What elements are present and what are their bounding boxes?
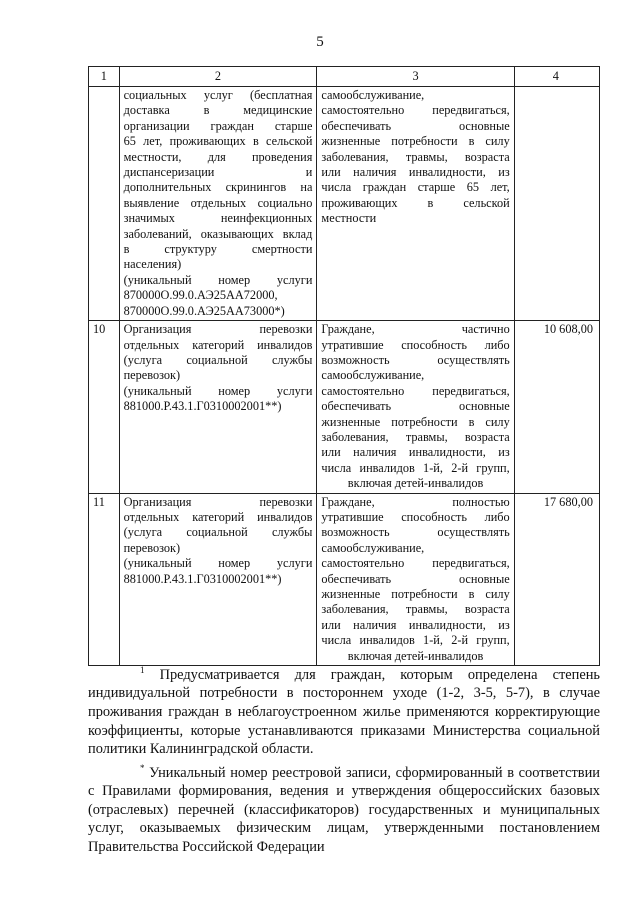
- recipients-text: [321, 495, 509, 649]
- recipients-text: [321, 322, 509, 476]
- table-row-continuation: [89, 87, 600, 321]
- text-line: Организация перевозки: [123, 322, 313, 337]
- text-line: (уникальный номер услуги: [123, 272, 313, 287]
- text-line: 881000.Р.43.1.Г0310002001**): [123, 571, 282, 586]
- text-line: отдельных категорий инвалидов: [123, 509, 313, 524]
- footnote-2-mark: *: [140, 762, 145, 773]
- text-line: возможность осуществлять: [321, 352, 510, 367]
- text-line: значимых неинфекционных: [123, 211, 313, 226]
- text-line: жизненные потребности в силу: [321, 134, 510, 149]
- table-row: [89, 493, 600, 665]
- footnotes: [88, 661, 600, 857]
- text-line: 870000О.99.0.АЭ25АА72000,: [123, 288, 278, 303]
- text-line: числа инвалидов 1-й, 2-й групп,: [321, 633, 510, 648]
- text-line: или наличия инвалидности, из: [321, 165, 510, 180]
- text-line: перевозок): [123, 368, 181, 383]
- text-line: диспансеризации и: [123, 165, 313, 180]
- text-line: заболевания, травмы, возраста: [321, 149, 510, 164]
- text-line: обеспечивать основные: [321, 118, 510, 133]
- service-text: [124, 495, 313, 587]
- text-line: Граждане, частично: [321, 322, 510, 337]
- text-line: организации граждан старше: [123, 118, 313, 133]
- text-line: (услуга социальной службы: [123, 352, 313, 367]
- text-line: в структуру смертности: [123, 242, 313, 257]
- footnote-2-text: Уникальный номер реестровой записи, сформированный в соответствии с Правилами формирования, ведения и утверждения общероссийских базовых (отраслевых) перечней (классификаторов) государственных и муниципальных услуг, оказываемых физическим лицам, утвержденными постановлением Правительства Российской Федерации: [88, 764, 600, 855]
- text-line: возможность осуществлять: [321, 525, 510, 540]
- service-cell: [119, 321, 317, 493]
- text-line: Организация перевозки: [123, 494, 313, 509]
- recipients-text: [321, 88, 509, 227]
- header-col-3: 3: [317, 67, 514, 87]
- service-text: [124, 322, 313, 414]
- text-line: (уникальный номер услуги: [123, 556, 313, 571]
- text-line: местности, для проведения: [123, 149, 313, 164]
- recipients-cell: [317, 87, 514, 321]
- table-header-row: [89, 67, 600, 87]
- amount-cell: [514, 87, 599, 321]
- text-line: населения): [123, 257, 182, 272]
- text-line: заболевания, травмы, возраста: [321, 602, 510, 617]
- text-line: утратившие способность либо: [321, 509, 510, 524]
- recipients-last-line: включая детей-инвалидов: [347, 476, 484, 491]
- recipients-last-line: включая детей-инвалидов: [347, 648, 484, 663]
- text-line: самостоятельно передвигаться,: [321, 103, 510, 118]
- row-number-cell: 10: [89, 321, 120, 493]
- row-number-cell: [89, 87, 120, 321]
- footnote-2: [88, 759, 600, 857]
- text-line: утратившие способность либо: [321, 337, 510, 352]
- service-text: [124, 88, 313, 288]
- recipients-cell: [317, 321, 514, 493]
- header-col-4: 4: [514, 67, 599, 87]
- text-line: отдельных категорий инвалидов: [123, 337, 313, 352]
- text-line: (уникальный номер услуги: [123, 383, 313, 398]
- service-cell: [119, 87, 317, 321]
- text-line: (услуга социальной службы: [123, 525, 313, 540]
- text-line: самостоятельно передвигаться,: [321, 556, 510, 571]
- text-line: местности: [321, 211, 377, 226]
- text-line: 881000.Р.43.1.Г0310002001**): [123, 399, 282, 414]
- text-line: числа граждан старше 65 лет,: [321, 180, 510, 195]
- text-line: самостоятельно передвигаться,: [321, 383, 510, 398]
- text-line: 870000О.99.0.АЭ25АА73000*): [123, 303, 285, 318]
- text-line: или наличия инвалидности, из: [321, 445, 510, 460]
- row-number-cell: 11: [89, 493, 120, 665]
- services-table: [88, 66, 600, 666]
- footnote-1: [88, 661, 600, 759]
- text-line: 65 лет, проживающих в сельской: [123, 134, 313, 149]
- text-line: самообслуживание,: [321, 540, 425, 555]
- amount-cell: 10 608,00: [514, 321, 599, 493]
- page-number: 5: [316, 34, 324, 50]
- text-line: или наличия инвалидности, из: [321, 617, 510, 632]
- service-cell: [119, 493, 317, 665]
- text-line: самообслуживание,: [321, 368, 425, 383]
- text-line: социальных услуг (бесплатная: [123, 88, 313, 102]
- table-row: [89, 321, 600, 493]
- footnote-1-text: Предусматривается для граждан, которым определена степень индивидуальной потребности в постороннем уходе (1-2, 3-5, 5-7), в случае проживания граждан в неблагоустроенном жилье применяются корректирующие коэффициенты, которые устанавливаются приказами Министерства социальной политики Калининградской области.: [88, 666, 600, 758]
- text-line: доставка в медицинские: [123, 103, 313, 118]
- text-line: перевозок): [123, 540, 181, 555]
- text-line: заболеваний, оказывающих вклад: [123, 226, 313, 241]
- text-line: заболевания, травмы, возраста: [321, 429, 510, 444]
- text-line: выявление отдельных социально: [123, 195, 313, 210]
- header-col-2: 2: [119, 67, 317, 87]
- text-line: дополнительных скринингов на: [123, 180, 313, 195]
- text-line: обеспечивать основные: [321, 399, 510, 414]
- text-line: жизненные потребности в силу: [321, 414, 510, 429]
- text-line: обеспечивать основные: [321, 571, 510, 586]
- service-codes: [124, 288, 313, 319]
- text-line: самообслуживание,: [321, 88, 425, 102]
- text-line: числа инвалидов 1-й, 2-й групп,: [321, 460, 510, 475]
- recipients-cell: [317, 493, 514, 665]
- footnote-1-mark: 1: [140, 665, 145, 675]
- header-col-1: 1: [89, 67, 120, 87]
- amount-cell: 17 680,00: [514, 493, 599, 665]
- text-line: Граждане, полностью: [321, 494, 510, 509]
- text-line: проживающих в сельской: [321, 195, 510, 210]
- text-line: жизненные потребности в силу: [321, 587, 510, 601]
